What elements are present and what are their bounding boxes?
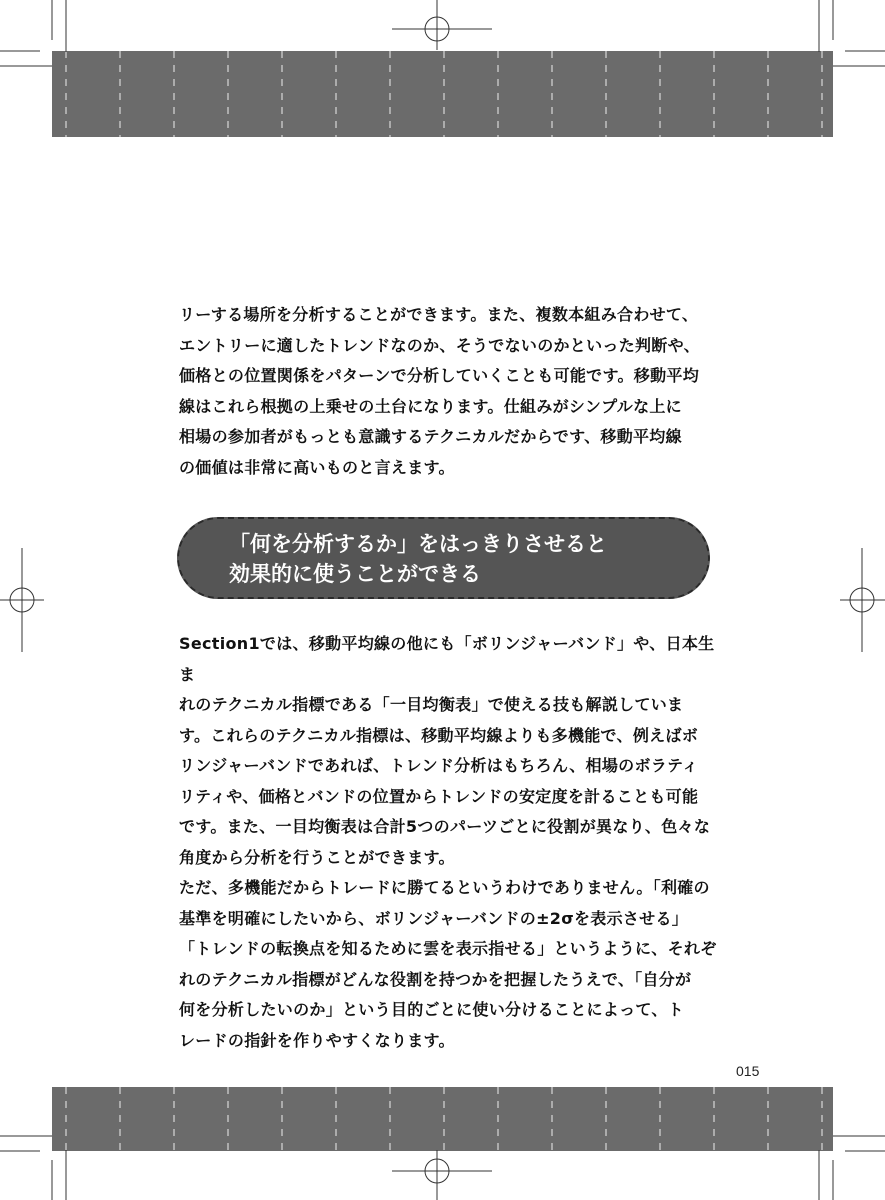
text-line: ただ、多機能だからトレードに勝てるというわけでありません。「利確の xyxy=(179,878,710,897)
section-heading-box xyxy=(177,517,710,599)
text-line: れのテクニカル指標がどんな役割を持つかを把握したうえで、「自分が xyxy=(179,969,692,989)
registration-mark-bottom xyxy=(425,1159,449,1183)
heading-line-2: 効果的に使うことができる xyxy=(229,562,481,586)
text-line: 角度から分析を行うことができます。 xyxy=(179,847,455,867)
header-band-pattern xyxy=(52,51,833,137)
section-heading xyxy=(229,529,607,589)
registration-mark-left xyxy=(10,588,34,612)
heading-line-1: 「何を分析するか」をはっきりさせると xyxy=(229,532,607,556)
text-line: エントリーに適したトレンドなのか、そうでないのかといった判断や、 xyxy=(179,335,700,355)
text-line: 相場の参加者がもっとも意識するテクニカルだからです、移動平均線 xyxy=(179,427,682,446)
text-line: 基準を明確にしたいから、ボリンジャーバンドの±2σを表示させる」 xyxy=(179,908,689,928)
header-band xyxy=(52,51,833,137)
text-line: リンジャーバンドであれば、トレンド分析はもちろん、相場のボラティ xyxy=(179,756,699,775)
text-line: 「トレンドの転換点を知るために雲を表示指せる」というように、それぞ xyxy=(179,939,717,958)
footer-band-pattern xyxy=(52,1087,833,1151)
text-line: Section1では、移動平均線の他にも「ボリンジャーバンド」や、日本生ま xyxy=(179,634,715,684)
text-line: リティや、価格とバンドの位置からトレンドの安定度を計ることも可能 xyxy=(179,786,699,806)
text-line: リーする場所を分析することができます。また、複数本組み合わせて、 xyxy=(179,305,699,324)
intro-paragraph xyxy=(179,300,719,483)
page-number: 015 xyxy=(736,1063,760,1079)
text-line: レードの指針を作りやすくなります。 xyxy=(179,1030,455,1050)
text-line: す。これらのテクニカル指標は、移動平均線よりも多機能で、例えばボ xyxy=(179,725,699,745)
text-line: 何を分析したいのか」という目的ごとに使い分けることによって、ト xyxy=(179,1000,684,1019)
registration-mark-top xyxy=(425,17,449,41)
text-line: 線はこれら根拠の上乗せの土台になります。仕組みがシンプルな上に xyxy=(179,396,682,416)
text-line: れのテクニカル指標である「一目均衡表」で使える技も解説していま xyxy=(179,695,684,714)
text-line: 価格との位置関係をパターンで分析していくことも可能です。移動平均 xyxy=(179,366,700,385)
text-line: です。また、一目均衡表は合計5つのパーツごとに役割が異なり、色々な xyxy=(179,817,711,836)
registration-mark-right xyxy=(850,588,874,612)
main-paragraph xyxy=(179,629,719,1056)
footer-band xyxy=(52,1087,833,1151)
text-line: の価値は非常に高いものと言えます。 xyxy=(179,457,455,477)
